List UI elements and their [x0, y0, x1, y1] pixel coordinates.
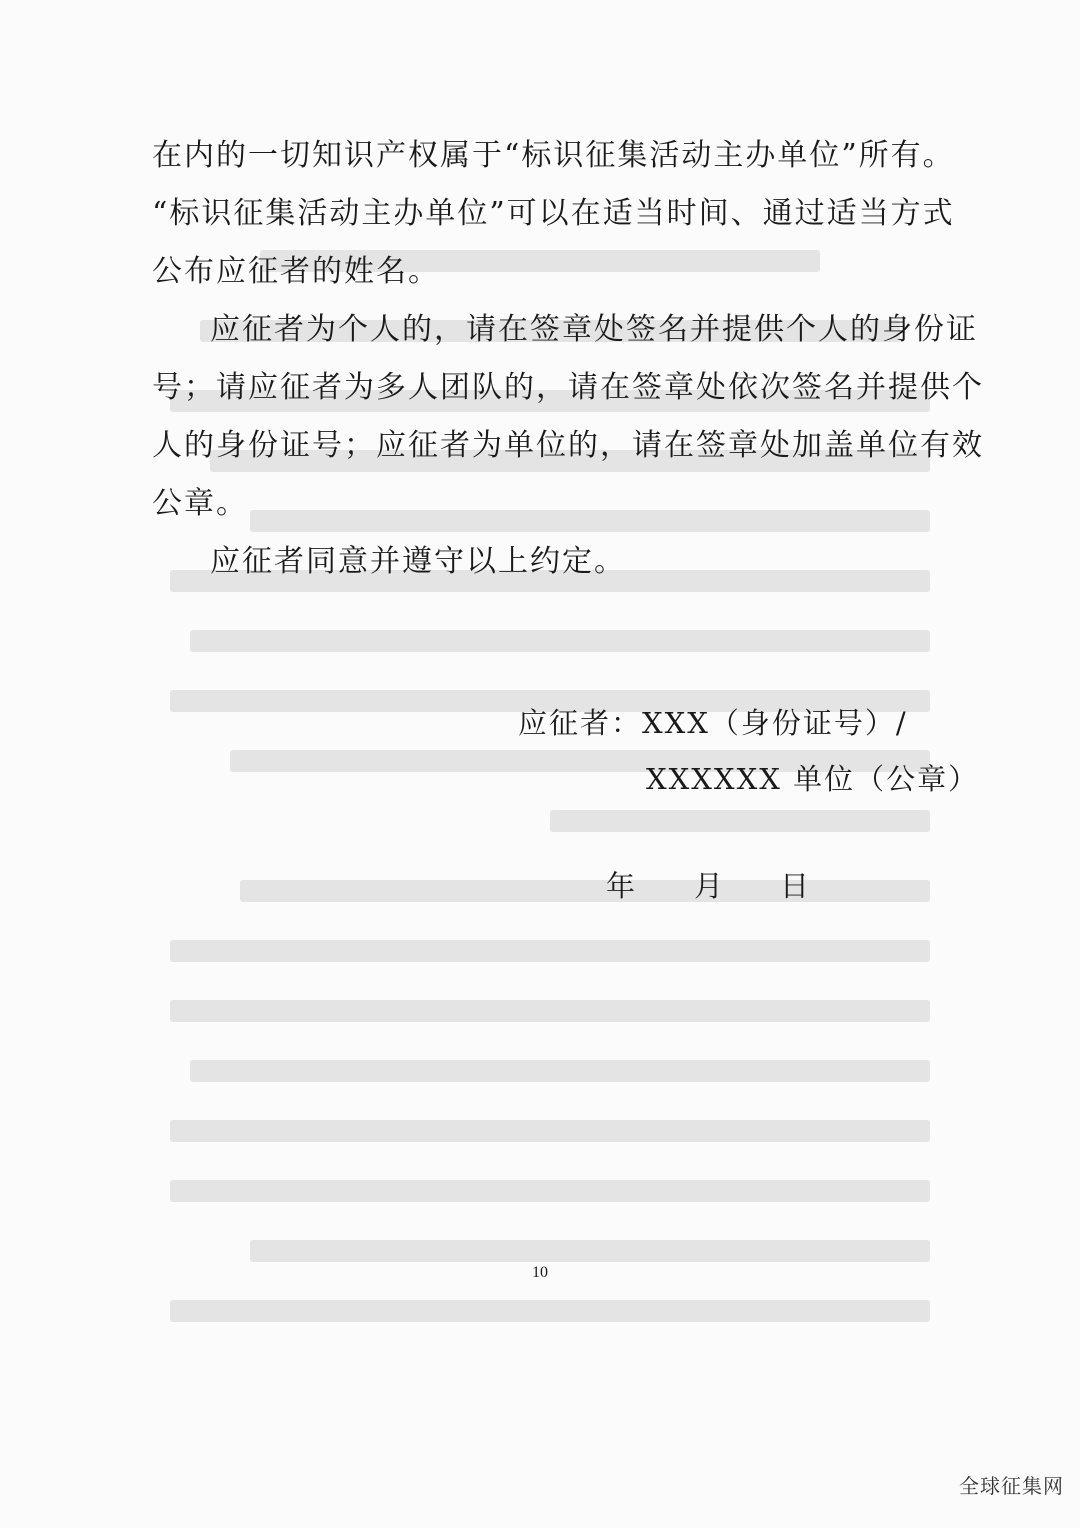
paragraph-line-3: 公布应征者的姓名。 [152, 254, 440, 289]
paragraph-line-5: 号；请应征者为多人团队的，请在签章处依次签名并提供个 [152, 370, 984, 405]
date-month-label: 月 [694, 869, 724, 903]
paragraph-line-4: 应征者为个人的，请在签章处签名并提供个人的身份证 [210, 312, 978, 347]
paragraph-line-6: 人的身份证号；应征者为单位的，请在签章处加盖单位有效 [152, 428, 984, 463]
date-year-label: 年 [606, 869, 636, 903]
paragraph-line-1: 在内的一切知识产权属于“标识征集活动主办单位”所有。 [152, 138, 955, 173]
date-day-label: 日 [780, 869, 810, 903]
watermark: 全球征集网 [959, 1474, 1064, 1498]
page-number: 10 [532, 1264, 548, 1281]
unit-seal-line: XXXXXX 单位（公章） [646, 762, 980, 796]
paragraph-line-8: 应征者同意并遵守以上约定。 [210, 544, 626, 579]
paragraph-line-2: “标识征集活动主办单位”可以在适当时间、通过适当方式 [152, 196, 955, 231]
applicant-signature-line: 应征者：XXX（身份证号）/ [518, 706, 908, 740]
paragraph-line-7: 公章。 [152, 486, 248, 521]
